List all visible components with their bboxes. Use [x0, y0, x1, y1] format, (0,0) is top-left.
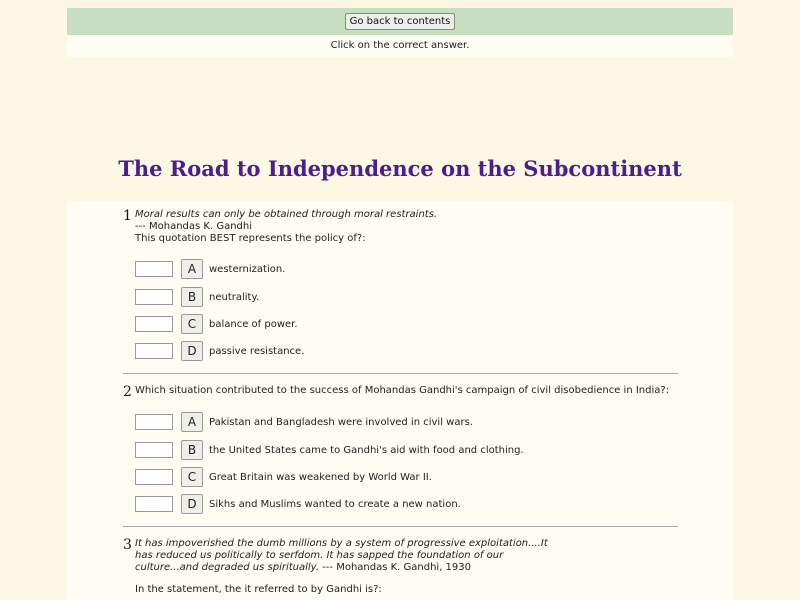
choice-button-a[interactable]: A: [181, 412, 203, 432]
choice-text: passive resistance.: [209, 345, 305, 357]
answer-input-2a[interactable]: [135, 414, 173, 430]
choice-2b: [135, 439, 524, 461]
question-divider: [123, 526, 678, 527]
choice-2a: [135, 411, 473, 433]
choice-text: Great Britain was weakened by World War II.: [209, 471, 432, 483]
question-number: 3: [123, 537, 132, 553]
question-number: 1: [123, 208, 132, 224]
choice-2c: [135, 466, 432, 488]
choice-button-d[interactable]: D: [181, 341, 203, 361]
choice-button-a[interactable]: A: [181, 259, 203, 279]
choice-text: Sikhs and Muslims wanted to create a new nation.: [209, 498, 461, 510]
answer-input-1b[interactable]: [135, 289, 173, 305]
question-attribution: --- Mohandas K. Gandhi, 1930: [322, 562, 472, 573]
choice-1d: [135, 340, 304, 362]
choice-text: balance of power.: [209, 318, 298, 330]
choice-text: Pakistan and Bangladesh were involved in civil wars.: [209, 416, 473, 428]
answer-input-1c[interactable]: [135, 316, 173, 332]
choice-button-c[interactable]: C: [181, 314, 203, 334]
question-attribution: --- Mohandas K. Gandhi: [135, 221, 253, 232]
back-to-contents-button[interactable]: Go back to contents: [345, 13, 456, 30]
question-quote-line-1: It has impoverished the dumb millions by a system of progressive exploitation....It: [135, 538, 548, 549]
question-quote: Moral results can only be obtained through moral restraints.: [135, 209, 438, 220]
choice-text: the United States came to Gandhi's aid with food and clothing.: [209, 444, 524, 456]
answer-input-2d[interactable]: [135, 496, 173, 512]
quiz-content: [67, 201, 733, 600]
choice-1c: [135, 313, 298, 335]
instruction-text: Click on the correct answer.: [67, 35, 733, 57]
answer-input-2c[interactable]: [135, 469, 173, 485]
question-text: [135, 538, 695, 596]
choice-2d: [135, 493, 461, 515]
question-quote-line-3: culture...and degraded us spiritually.: [135, 562, 319, 573]
choice-button-b[interactable]: B: [181, 287, 203, 307]
choice-1a: [135, 258, 285, 280]
choice-text: neutrality.: [209, 291, 260, 303]
page-title: The Road to Independence on the Subcontinent: [118, 156, 682, 181]
question-prompt: This quotation BEST represents the policy of?:: [135, 233, 366, 244]
question-text: [135, 209, 695, 245]
answer-input-1d[interactable]: [135, 343, 173, 359]
choice-button-b[interactable]: B: [181, 440, 203, 460]
choice-1b: [135, 286, 259, 308]
choice-text: westernization.: [209, 263, 286, 275]
answer-input-1a[interactable]: [135, 261, 173, 277]
top-nav-bar: [67, 8, 733, 35]
question-number: 2: [123, 384, 132, 400]
question-quote-line-2: has reduced us politically to serfdom. It has sapped the foundation of our: [135, 550, 504, 561]
choice-button-d[interactable]: D: [181, 494, 203, 514]
question-text: [135, 385, 695, 397]
question-prompt: Which situation contributed to the success of Mohandas Gandhi's campaign of civil disobedience in India?:: [135, 385, 670, 396]
question-prompt: In the statement, the it referred to by Gandhi is?:: [135, 584, 382, 595]
choice-button-c[interactable]: C: [181, 467, 203, 487]
answer-input-2b[interactable]: [135, 442, 173, 458]
question-divider: [123, 373, 678, 374]
